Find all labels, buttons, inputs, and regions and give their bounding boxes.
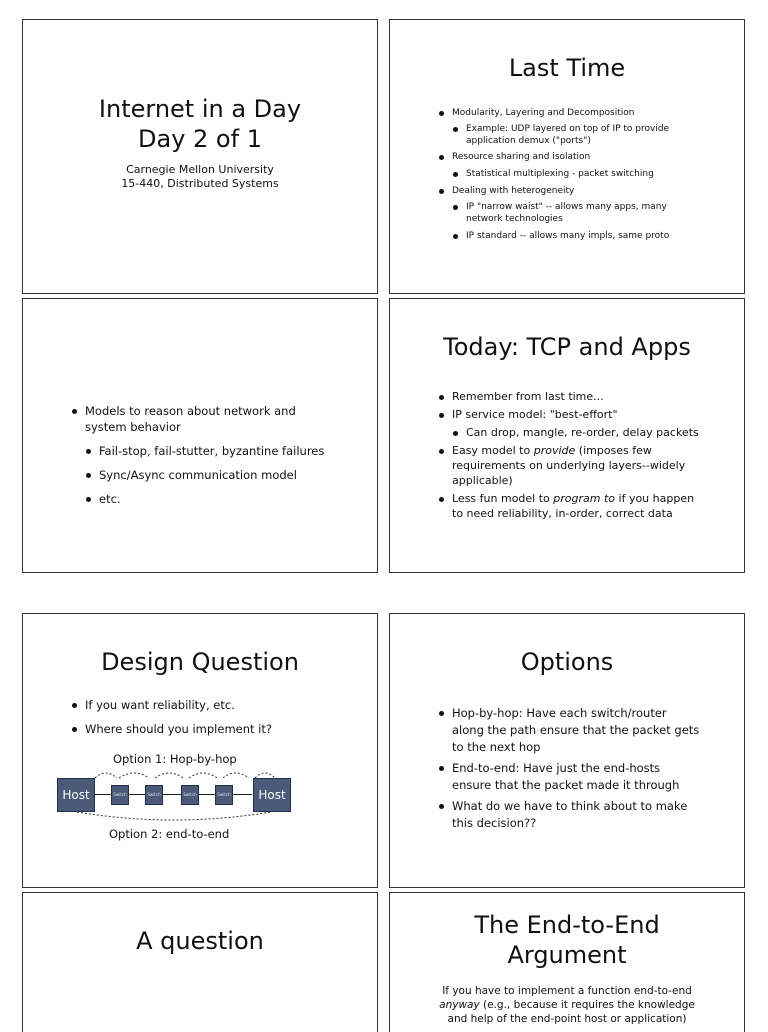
bullet-item: Example: UDP layered on top of IP to provide application demux ("ports") xyxy=(436,123,696,147)
switch-2: Switch xyxy=(145,785,163,805)
bullet-item: What do we have to think about to make this decision?? xyxy=(436,798,701,832)
bullet-item: Resource sharing and isolation xyxy=(436,151,696,163)
bullet-item: End-to-end: Have just the end-hosts ensure that the packet made it through xyxy=(436,760,701,794)
bullet-item: Where should you implement it? xyxy=(69,721,329,737)
title-line: The End-to-End xyxy=(474,911,660,939)
bullet-item: IP "narrow waist" -- allows many apps, many network technologies xyxy=(436,201,696,225)
hop-arcs xyxy=(57,766,347,816)
bullet-item: Statistical multiplexing - packet switching xyxy=(436,168,696,180)
bullet-list xyxy=(436,107,696,242)
bullet-item: Fail-stop, fail-stutter, byzantine failures xyxy=(69,443,329,459)
bullet-item: Hop-by-hop: Have each switch/router along the path ensure that the packet gets to the next hop xyxy=(436,705,701,756)
subtitle-line: Carnegie Mellon University xyxy=(126,163,274,176)
slide-subtitle xyxy=(23,163,377,191)
slide-options xyxy=(389,613,745,888)
slide-design-question xyxy=(22,613,378,888)
network-diagram xyxy=(57,752,347,847)
bullet-list xyxy=(436,389,706,521)
slide-models xyxy=(22,298,378,573)
switch-1: Switch xyxy=(111,785,129,805)
switch-3: Switch xyxy=(181,785,199,805)
bullet-item: If you want reliability, etc. xyxy=(69,697,329,713)
bullet-list xyxy=(69,697,329,737)
slide-heading: A question xyxy=(136,927,264,955)
bullet-item: Remember from last time... xyxy=(436,389,706,404)
title-line: Internet in a Day xyxy=(98,95,302,123)
bullet-item: Less fun model to program to if you happen to need reliability, in-order, correct data xyxy=(436,491,706,521)
option2-label: Option 2: end-to-end xyxy=(109,827,230,841)
slide-heading xyxy=(390,910,744,970)
host-right: Host xyxy=(253,778,291,812)
slide-today xyxy=(389,298,745,573)
bullet-item: IP standard -- allows many impls, same proto xyxy=(436,230,696,242)
bullet-list xyxy=(69,403,329,507)
slide-title xyxy=(22,19,378,294)
slide-end-to-end xyxy=(389,892,745,1032)
slide-a-question xyxy=(22,892,378,1032)
slide-heading: Today: TCP and Apps xyxy=(443,333,691,361)
slide-heading: Last Time xyxy=(508,54,626,82)
bullet-item: etc. xyxy=(69,491,329,507)
switch-4: Switch xyxy=(215,785,233,805)
slide-heading: Design Question xyxy=(101,648,299,676)
host-left: Host xyxy=(57,778,95,812)
slide-heading: Options xyxy=(520,648,614,676)
bullet-list xyxy=(436,705,701,832)
option1-label: Option 1: Hop-by-hop xyxy=(113,752,237,766)
bullet-item: Can drop, mangle, re-order, delay packets xyxy=(436,425,706,440)
slide-title-heading xyxy=(23,94,377,154)
bullet-item: Models to reason about network and system behavior xyxy=(69,403,329,435)
subtitle-line: 15-440, Distributed Systems xyxy=(121,177,279,190)
bullet-item: Dealing with heterogeneity xyxy=(436,185,696,197)
slide-body: If you have to implement a function end-to-end anyway (e.g., because it requires the knowledge and help of the end-point host or application) xyxy=(439,985,695,1025)
title-line: Argument xyxy=(507,941,627,969)
bullet-item: IP service model: "best-effort" xyxy=(436,407,706,422)
slide-last-time xyxy=(389,19,745,294)
bullet-item: Modularity, Layering and Decomposition xyxy=(436,107,696,119)
bullet-item: Sync/Async communication model xyxy=(69,467,329,483)
bullet-item: Easy model to provide (imposes few requirements on underlying layers--widely applicable) xyxy=(436,443,706,488)
title-line: Day 2 of 1 xyxy=(138,125,262,153)
